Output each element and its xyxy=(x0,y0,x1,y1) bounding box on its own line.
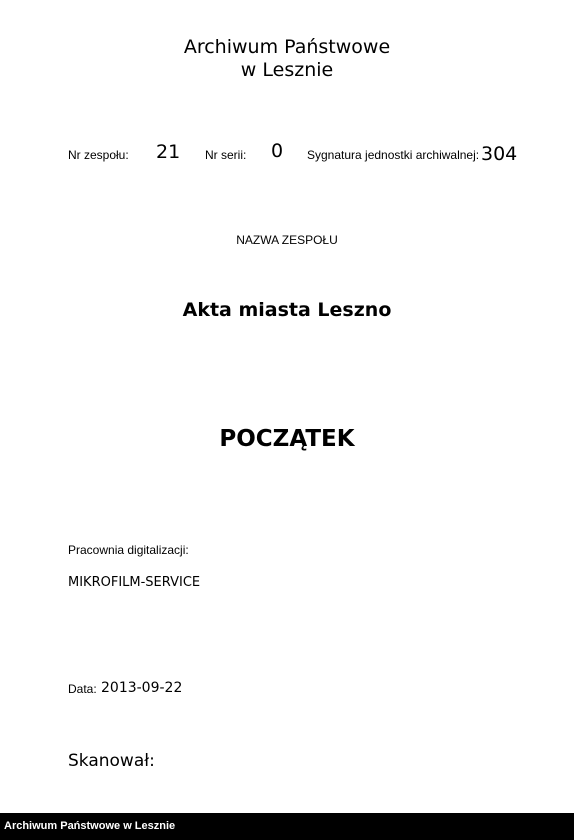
fonds-name: Akta miasta Leszno xyxy=(182,299,392,321)
fonds-number-label: Nr zespołu: xyxy=(68,148,129,162)
footer-bar xyxy=(0,813,574,840)
date-label: Data: xyxy=(68,682,97,696)
fonds-name-caption: NAZWA ZESPOŁU xyxy=(236,233,338,247)
archive-title-line1: Archiwum Państwowe xyxy=(183,36,391,58)
signature-label: Sygnatura jednostki archiwalnej: xyxy=(307,148,480,162)
fonds-number-value: 21 xyxy=(156,141,181,163)
archive-title xyxy=(0,36,574,82)
signature-value: 304 xyxy=(481,143,518,165)
footer-archive-name: Archiwum Państwowe w Lesznie xyxy=(4,820,176,832)
digitization-lab-label: Pracownia digitalizacji: xyxy=(68,543,189,557)
digitization-lab-value: MIKROFILM-SERVICE xyxy=(68,575,201,590)
series-number-label: Nr serii: xyxy=(205,148,247,162)
start-marker-heading: POCZĄTEK xyxy=(219,426,355,452)
series-number-value: 0 xyxy=(271,140,284,162)
archive-title-line2: w Lesznie xyxy=(240,59,334,81)
scanned-by-label: Skanował: xyxy=(68,751,155,771)
date-value: 2013-09-22 xyxy=(101,680,183,696)
